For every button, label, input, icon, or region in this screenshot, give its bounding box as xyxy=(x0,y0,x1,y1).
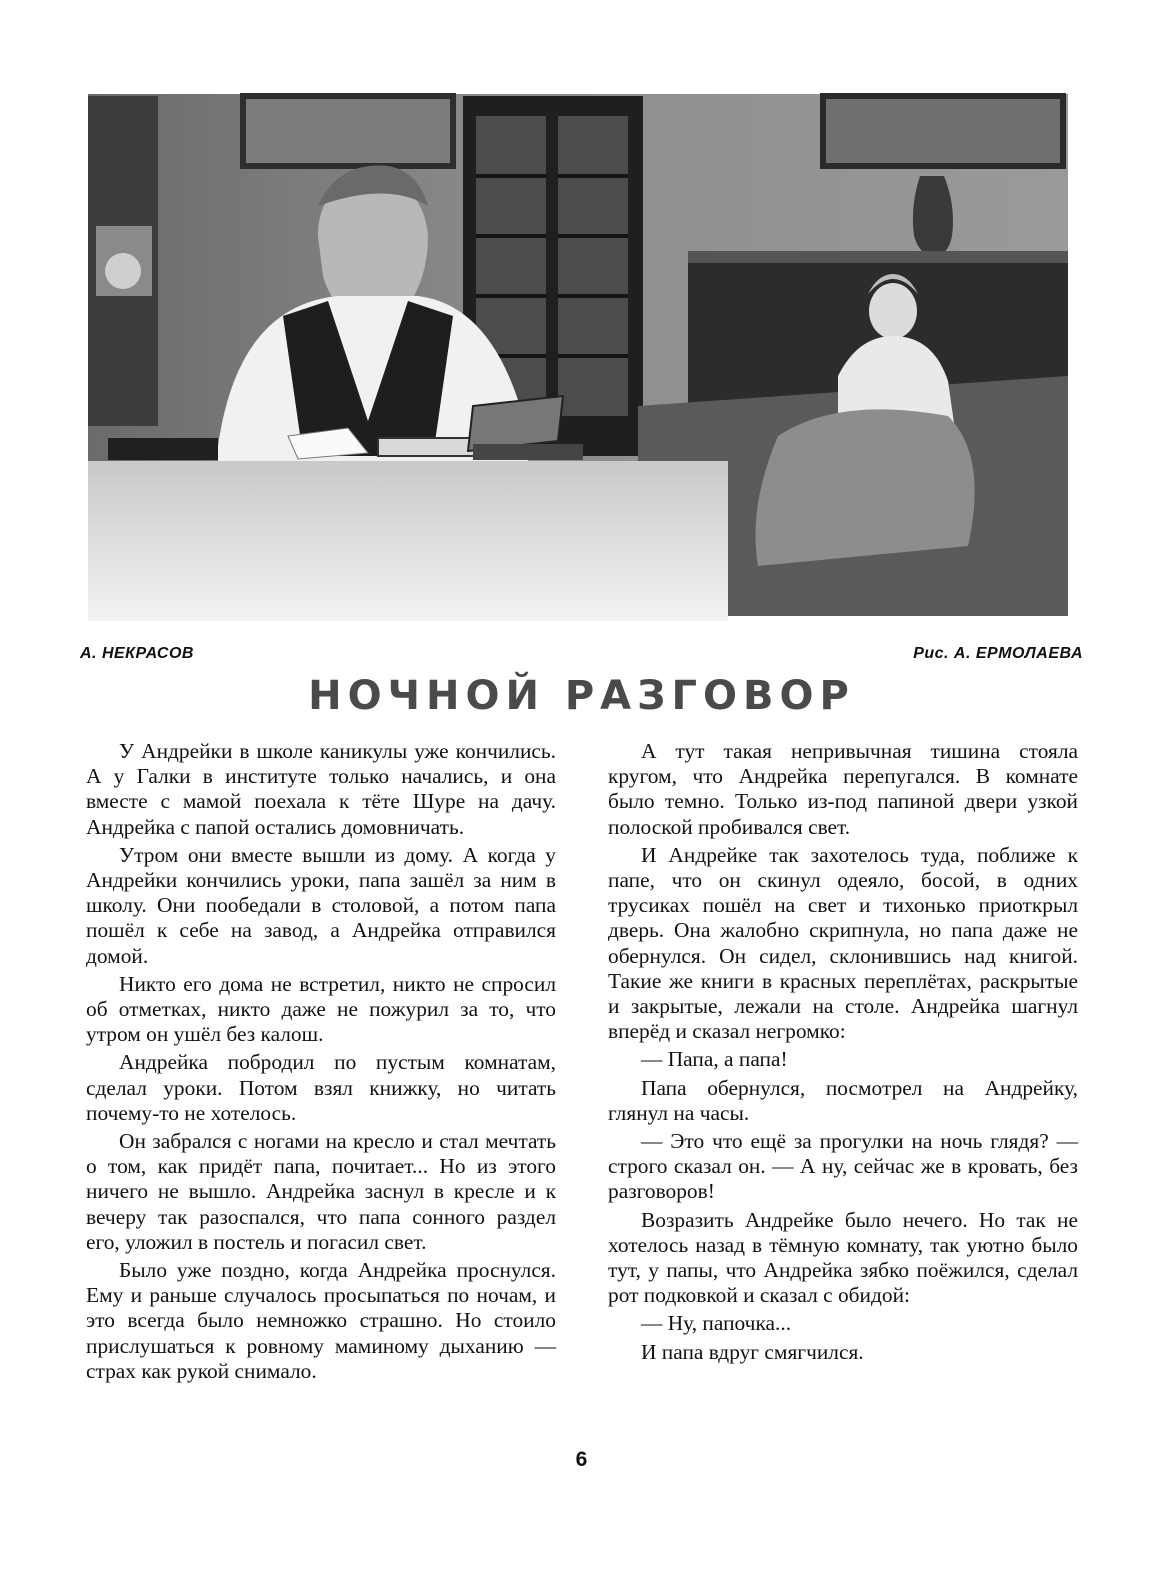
story-title: НОЧНОЙ РАЗГОВОР xyxy=(308,673,855,719)
paragraph: И папа вдруг смягчился. xyxy=(641,1339,864,1364)
paragraph: Было уже поздно, когда Андрейка проснулся. Ему и раньше случалось просыпаться по ночам, и это всегда было немножко страшно. Но стоило прислушаться к ровному маминому дыханию — страх как рукой снимало. xyxy=(86,1258,556,1383)
picture-frame xyxy=(243,96,453,166)
paragraph: Возразить Андрейке было нечего. Но так не хотелось назад в тёмную комнату, так уютно было тут, у папы, что Андрейка зябко поёжился, сделал рот подковкой и сказал с обидой: xyxy=(608,1207,1078,1308)
paragraph: Никто его дома не встретил, никто не спросил об отметках, никто даже не пожурил за то, что утром он ушёл без калош. xyxy=(86,971,556,1047)
paragraph: Андрейка побродил по пустым комнатам, сделал уроки. Потом взял книжку, но читать почему-то не хотелось. xyxy=(86,1050,556,1125)
paragraph: Папа обернулся, посмотрел на Андрейку, глянул на часы. xyxy=(608,1075,1078,1125)
paragraph: Утром они вместе вышли из дому. А когда у Андрейки кончились уроки, папа зашёл за ним в школу. Они пообедали в столовой, а потом папа пошёл к себе на завод, а Андрейка отправился домой. xyxy=(86,842,556,968)
vase xyxy=(913,176,953,256)
text-column-right xyxy=(608,739,1078,1368)
text-column-left xyxy=(86,739,556,1387)
author-byline: А. НЕКРАСОВ xyxy=(80,645,194,662)
paragraph: И Андрейке так захотелось туда, поближе к папе, что он скинул одеяло, босой, в одних трусиках пошёл на свет и тихонько приоткрыл дверь. Она жалобно скрипнула, но папа даже не обернулся. Он сидел, склонившись над книгой. Такие же книги в красных переплётах, раскрытые и закрытые, лежали на столе. Андрейка шагнул вперёд и сказал негромко: xyxy=(608,842,1078,1044)
paragraph: А тут такая непривычная тишина стояла кругом, что Андрейка перепугался. В комнате было темно. Только из-под папиной двери узкой полоской пробивался свет. xyxy=(608,739,1078,839)
page-number: 6 xyxy=(575,1448,588,1471)
book xyxy=(468,396,563,451)
book xyxy=(378,438,478,456)
paragraph: Он забрался с ногами на кресло и стал мечтать о том, как придёт папа, почитает... Но из этого ничего не вышло. Андрейка заснул в кресле и к вечеру так разоспался, что папа сонного раздел его, уложил в постель и погасил свет. xyxy=(86,1129,556,1254)
illustration-drawing xyxy=(78,76,1078,631)
paragraph: У Андрейки в школе каникулы уже кончились. А у Галки в институте только начались, и она вместе с мамой поехала к тёте Шуре на дачу. Андрейка с папой остались домовничать. xyxy=(86,739,556,839)
book xyxy=(108,438,218,460)
paragraph: — Папа, а папа! xyxy=(641,1047,788,1072)
artist-byline: Рис. А. ЕРМОЛАЕВА xyxy=(913,645,1083,662)
paragraph: — Это что ещё за прогулки на ночь глядя? — строго сказал он. — А ну, сейчас же в кровать, без разговоров! xyxy=(608,1129,1078,1204)
book xyxy=(473,444,583,460)
table xyxy=(88,461,728,621)
paragraph: — Ну, папочка... xyxy=(641,1311,792,1336)
illustration xyxy=(78,76,1078,631)
